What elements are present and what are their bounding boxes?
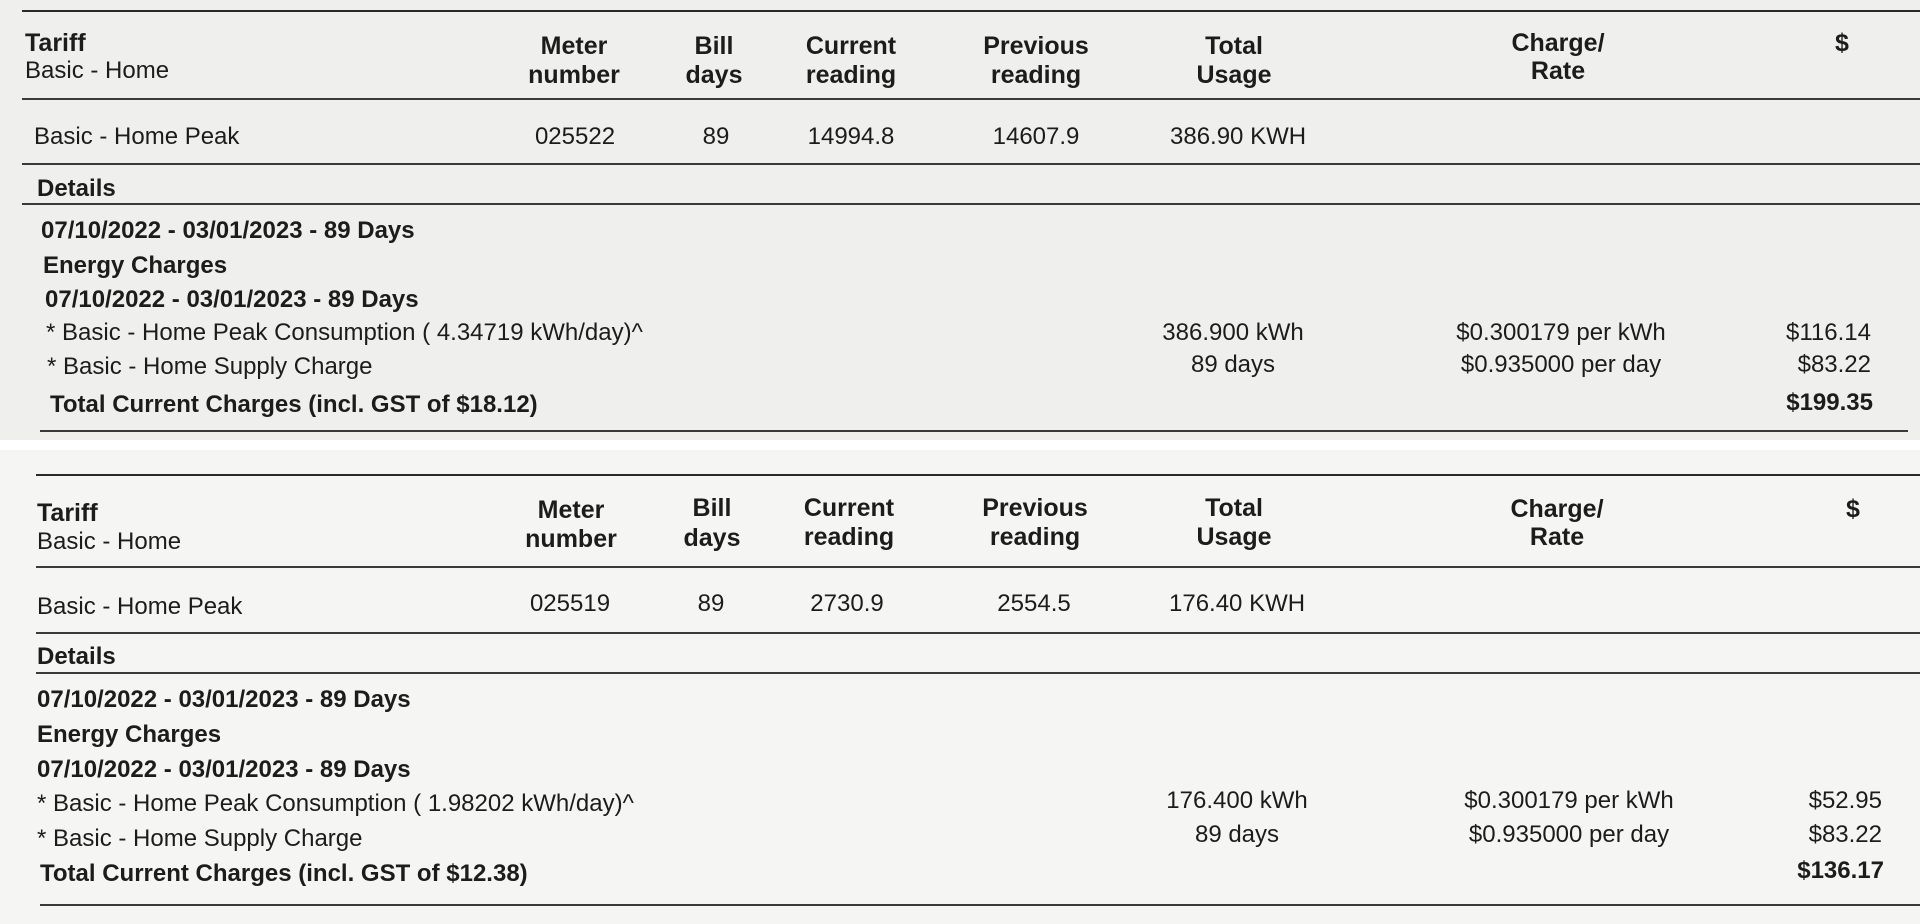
row-usage: 176.40 KWH xyxy=(1169,590,1306,617)
row-usage: 386.90 KWH xyxy=(1170,123,1307,150)
row-previous: 2554.5 xyxy=(997,590,1071,617)
bill-section-2 xyxy=(0,450,1920,924)
col-usage-header-2: Usage xyxy=(1196,61,1272,89)
col-rate-header: Charge/ xyxy=(1510,495,1604,523)
details-rule xyxy=(22,203,1920,205)
col-bill-header-2: days xyxy=(685,61,743,89)
energy-period: 07/10/2022 - 03/01/2023 - 89 Days xyxy=(37,756,411,783)
row-tariff-name: Basic - Home Peak xyxy=(34,123,240,150)
details-rule xyxy=(36,672,1920,674)
line-item-desc: * Basic - Home Supply Charge xyxy=(37,825,363,852)
row-rule xyxy=(22,163,1920,165)
energy-charges-label: Energy Charges xyxy=(43,252,228,279)
energy-period: 07/10/2022 - 03/01/2023 - 89 Days xyxy=(45,286,419,313)
col-bill-header: Bill xyxy=(692,494,732,522)
row-days: 89 xyxy=(697,590,725,617)
details-label: Details xyxy=(37,643,116,670)
col-bill-header: Bill xyxy=(694,32,734,60)
col-previous-header: Previous xyxy=(983,32,1089,60)
col-rate-header-2: Rate xyxy=(1529,523,1585,551)
total-amount: $136.17 xyxy=(1797,857,1884,884)
col-meter-header: Meter xyxy=(540,32,608,60)
col-current-header-2: reading xyxy=(803,523,895,551)
billing-period: 07/10/2022 - 03/01/2023 - 89 Days xyxy=(41,217,415,244)
col-tariff-header: Tariff xyxy=(37,499,98,527)
col-current-header: Current xyxy=(805,32,897,60)
total-amount: $199.35 xyxy=(1786,389,1873,416)
bill-section-1 xyxy=(0,0,1920,450)
row-previous: 14607.9 xyxy=(992,123,1080,150)
row-current: 14994.8 xyxy=(807,123,895,150)
billing-period: 07/10/2022 - 03/01/2023 - 89 Days xyxy=(37,686,411,713)
tariff-name: Basic - Home xyxy=(37,528,182,555)
top-rule xyxy=(22,10,1920,12)
line-item-desc: * Basic - Home Peak Consumption ( 1.98202 kWh/day)^ xyxy=(37,790,634,817)
bottom-rule xyxy=(40,430,1908,432)
col-amount-header: $ xyxy=(1835,29,1849,57)
line-item-qty: 89 days xyxy=(1190,351,1276,378)
line-item-rate: $0.935000 per day xyxy=(1468,821,1670,848)
line-item-desc: * Basic - Home Supply Charge xyxy=(47,353,373,380)
row-days: 89 xyxy=(702,123,730,150)
col-meter-header-2: number xyxy=(528,61,620,89)
col-previous-header-2: reading xyxy=(989,523,1081,551)
row-rule xyxy=(36,632,1920,634)
line-item-amount: $52.95 xyxy=(1808,787,1882,814)
line-item-amount: $83.22 xyxy=(1797,351,1871,378)
line-item-rate: $0.935000 per day xyxy=(1460,351,1662,378)
line-item-qty: 89 days xyxy=(1194,821,1280,848)
col-current-header-2: reading xyxy=(805,61,897,89)
header-rule xyxy=(22,98,1920,100)
header-rule xyxy=(36,566,1920,568)
col-meter-header-2: number xyxy=(525,525,617,553)
row-meter: 025519 xyxy=(529,590,611,617)
col-rate-header-2: Rate xyxy=(1530,57,1586,85)
col-current-header: Current xyxy=(803,494,895,522)
energy-charges-label: Energy Charges xyxy=(37,721,222,748)
col-tariff-header: Tariff xyxy=(25,29,86,57)
line-item-qty: 386.900 kWh xyxy=(1162,319,1304,346)
col-amount-header: $ xyxy=(1846,495,1860,523)
line-item-qty: 176.400 kWh xyxy=(1166,787,1308,814)
total-label: Total Current Charges (incl. GST of $18.12) xyxy=(50,391,538,418)
line-item-rate: $0.300179 per kWh xyxy=(1456,319,1666,346)
details-label: Details xyxy=(37,175,116,202)
col-previous-header-2: reading xyxy=(990,61,1082,89)
total-label: Total Current Charges (incl. GST of $12.38) xyxy=(40,860,528,887)
top-rule xyxy=(36,474,1920,476)
row-tariff-name: Basic - Home Peak xyxy=(37,593,243,620)
col-previous-header: Previous xyxy=(982,494,1088,522)
line-item-desc: * Basic - Home Peak Consumption ( 4.34719 kWh/day)^ xyxy=(46,319,643,346)
col-rate-header: Charge/ xyxy=(1511,29,1605,57)
row-meter: 025522 xyxy=(534,123,616,150)
col-usage-header: Total xyxy=(1205,32,1263,60)
line-item-rate: $0.300179 per kWh xyxy=(1464,787,1674,814)
tariff-name: Basic - Home xyxy=(25,57,170,84)
line-item-amount: $83.22 xyxy=(1808,821,1882,848)
bottom-rule xyxy=(40,904,1920,906)
line-item-amount: $116.14 xyxy=(1786,319,1871,346)
col-bill-header-2: days xyxy=(683,524,741,552)
row-current: 2730.9 xyxy=(810,590,884,617)
col-meter-header: Meter xyxy=(537,496,605,524)
col-usage-header-2: Usage xyxy=(1196,523,1272,551)
col-usage-header: Total xyxy=(1205,494,1263,522)
